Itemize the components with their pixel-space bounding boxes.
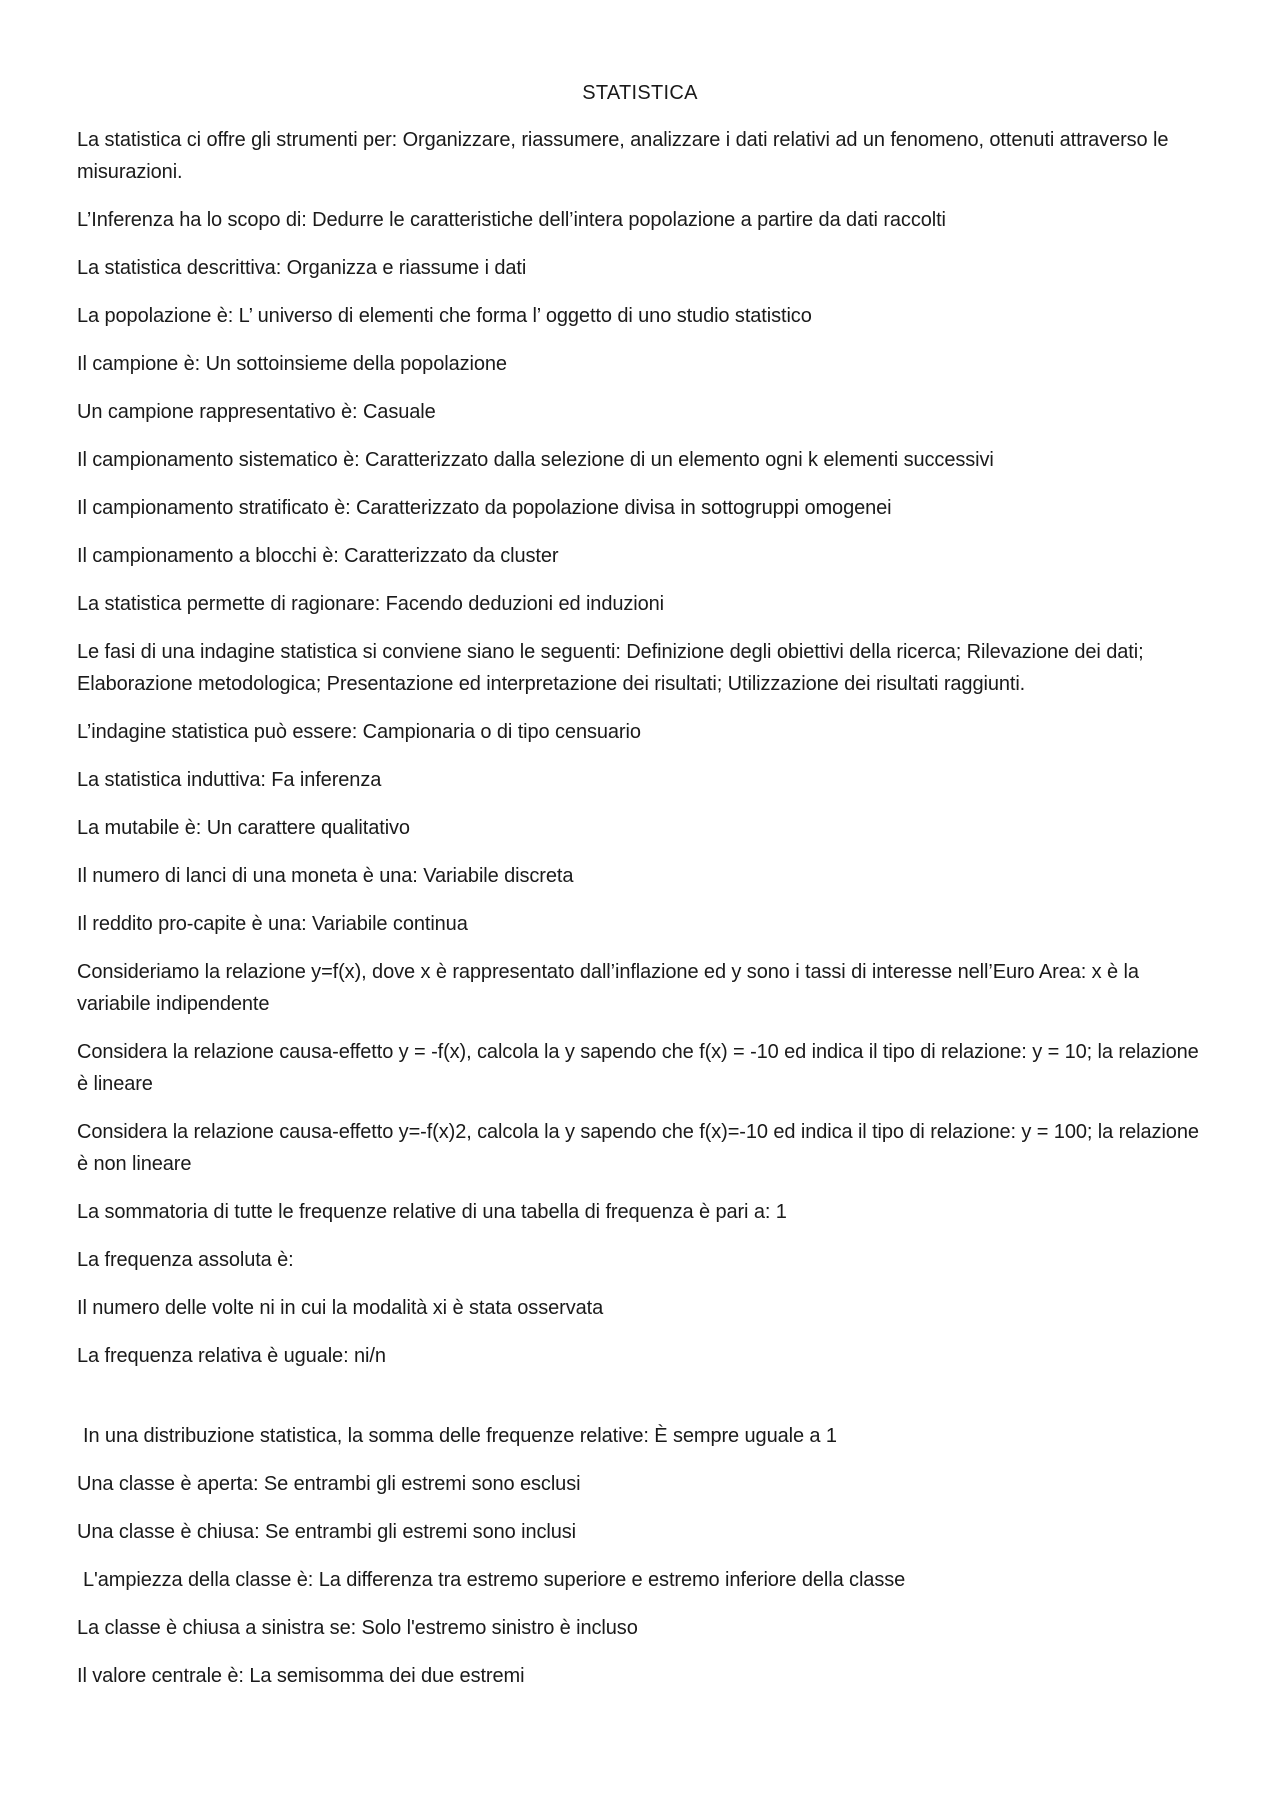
document-title: STATISTICA: [582, 82, 698, 104]
paragraph: Il campionamento a blocchi è: Caratterizzato da cluster: [77, 545, 559, 567]
paragraph: La popolazione è: L’ universo di elementi che forma l’ oggetto di uno studio statistico: [77, 305, 812, 327]
paragraph: La statistica descrittiva: Organizza e riassume i dati: [77, 257, 527, 279]
paragraph: La statistica ci offre gli strumenti per: Organizzare, riassumere, analizzare i dati relativi ad un fenomeno, ottenuti attraverso le misurazioni.: [77, 129, 1169, 183]
paragraph: La frequenza assoluta è:: [77, 1249, 294, 1271]
paragraph: Le fasi di una indagine statistica si conviene siano le seguenti: Definizione degli obiettivi della ricerca; Rilevazione dei dati; Elaborazione metodologica; Presentazione ed interpretazione dei risultati; Utilizzazione dei risultati raggiunti.: [77, 641, 1144, 695]
paragraph: Considera la relazione causa-effetto y=-f(x)2, calcola la y sapendo che f(x)=-10 ed indica il tipo di relazione: y = 100; la relazione è non lineare: [77, 1121, 1199, 1175]
paragraph: Un campione rappresentativo è: Casuale: [77, 401, 436, 423]
paragraph: Il reddito pro-capite è una: Variabile continua: [77, 913, 468, 935]
paragraph: Una classe è chiusa: Se entrambi gli estremi sono inclusi: [77, 1521, 576, 1543]
paragraph: La statistica induttiva: Fa inferenza: [77, 769, 382, 791]
paragraph: Il valore centrale è: La semisomma dei due estremi: [77, 1665, 525, 1687]
paragraph: La classe è chiusa a sinistra se: Solo l'estremo sinistro è incluso: [77, 1617, 638, 1639]
paragraph: La sommatoria di tutte le frequenze relative di una tabella di frequenza è pari a: 1: [77, 1201, 787, 1223]
paragraph: Il numero di lanci di una moneta è una: Variabile discreta: [77, 865, 574, 887]
paragraph: Il campionamento sistematico è: Caratterizzato dalla selezione di un elemento ogni k elementi successivi: [77, 449, 994, 471]
paragraph: Il numero delle volte ni in cui la modalità xi è stata osservata: [77, 1297, 604, 1319]
paragraph: In una distribuzione statistica, la somma delle frequenze relative: È sempre uguale a 1: [83, 1425, 837, 1447]
paragraph: Il campione è: Un sottoinsieme della popolazione: [77, 353, 507, 375]
paragraph: La statistica permette di ragionare: Facendo deduzioni ed induzioni: [77, 593, 665, 615]
paragraph: La mutabile è: Un carattere qualitativo: [77, 817, 410, 839]
paragraph: Una classe è aperta: Se entrambi gli estremi sono esclusi: [77, 1473, 581, 1495]
paragraph: Considera la relazione causa-effetto y = -f(x), calcola la y sapendo che f(x) = -10 ed indica il tipo di relazione: y = 10; la relazione è lineare: [77, 1041, 1199, 1095]
document-body: [77, 124, 1207, 1708]
paragraph: L’indagine statistica può essere: Campionaria o di tipo censuario: [77, 721, 641, 743]
paragraph: L'ampiezza della classe è: La differenza tra estremo superiore e estremo inferiore della classe: [83, 1569, 906, 1591]
paragraph: La frequenza relativa è uguale: ni/n: [77, 1345, 386, 1367]
paragraph: Consideriamo la relazione y=f(x), dove x è rappresentato dall’inflazione ed y sono i tassi di interesse nell’Euro Area: x è la variabile indipendente: [77, 961, 1139, 1015]
paragraph: Il campionamento stratificato è: Caratterizzato da popolazione divisa in sottogruppi omogenei: [77, 497, 892, 519]
paragraph: L’Inferenza ha lo scopo di: Dedurre le caratteristiche dell’intera popolazione a partire da dati raccolti: [77, 209, 946, 231]
